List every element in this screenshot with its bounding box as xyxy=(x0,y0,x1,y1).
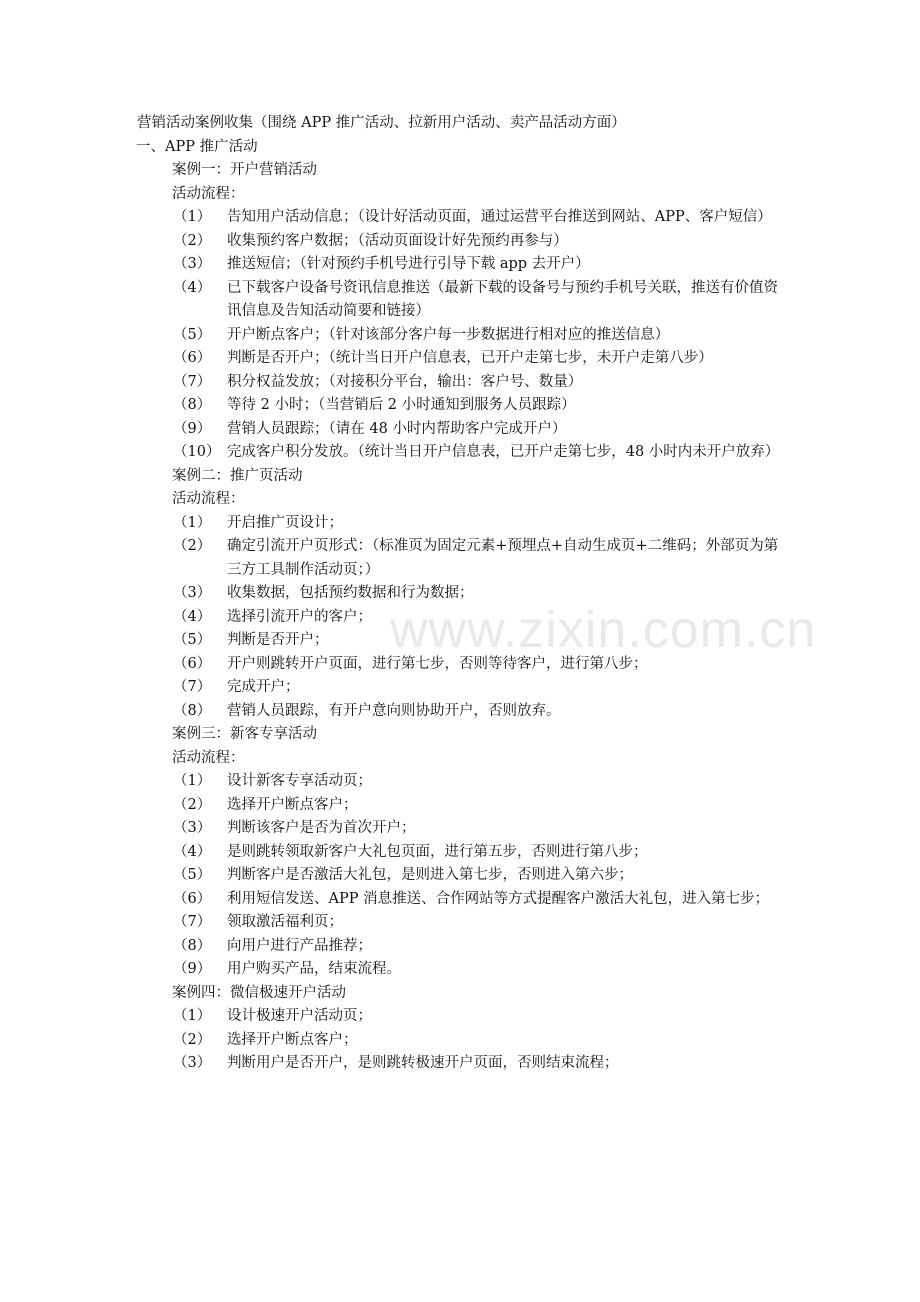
step-number: （4） xyxy=(173,608,212,625)
flow-label: 活动流程： xyxy=(172,491,245,507)
step-item xyxy=(137,1052,787,1076)
case-title: 案例三：新客专享活动 xyxy=(172,726,317,742)
step-item xyxy=(137,935,787,959)
step-text: 收集预约客户数据；（活动页面设计好先预约再参与） xyxy=(227,232,568,249)
step-item xyxy=(137,230,787,254)
step-number: （3） xyxy=(173,820,212,836)
step-item xyxy=(137,653,787,677)
step-item xyxy=(137,911,787,935)
step-item xyxy=(137,418,787,442)
step-text: 选择开户断点客户； xyxy=(227,796,358,813)
step-number: （2） xyxy=(173,1031,212,1048)
step-text: 判断该客户是否为首次开户； xyxy=(227,820,416,836)
step-item xyxy=(137,606,787,630)
case-block xyxy=(137,982,787,1076)
step-item xyxy=(137,324,787,348)
section-heading: 一、APP 推广活动 xyxy=(136,138,258,155)
case-title: 案例二：推广页活动 xyxy=(172,467,303,484)
case-block xyxy=(137,159,787,465)
step-number: （1） xyxy=(173,209,212,225)
step-number: （3） xyxy=(173,256,212,272)
step-text: 推送短信；（针对预约手机号进行引导下载 app 去开户） xyxy=(227,256,590,272)
step-text: 选择开户断点客户； xyxy=(227,1031,358,1048)
step-text: 已下载客户设备号资讯信息推送（最新下载的设备号与预约手机号关联，推送有价值资讯信息及告知活动简要和链接） xyxy=(227,279,778,319)
flow-label: 活动流程： xyxy=(172,185,245,202)
step-number: （2） xyxy=(173,796,212,813)
step-text: 开户断点客户；（针对该部分客户每一步数据进行相对应的推送信息） xyxy=(227,326,670,343)
case-block xyxy=(137,465,787,724)
step-item xyxy=(137,958,787,982)
step-text: 营销人员跟踪，有开户意向则协助开户，否则放弃。 xyxy=(227,702,561,719)
step-item xyxy=(137,841,787,865)
step-item xyxy=(137,253,787,277)
step-number: （6） xyxy=(173,655,212,672)
step-item xyxy=(137,794,787,818)
step-item xyxy=(137,864,787,888)
step-number: （1） xyxy=(173,1008,212,1024)
case-title: 案例四：微信极速开户活动 xyxy=(172,984,346,1001)
document-body xyxy=(137,112,787,1076)
case-block xyxy=(137,723,787,982)
watermark: www.zixin.com.cn xyxy=(390,601,817,659)
step-text: 判断客户是否激活大礼包，是则进入第七步，否则进入第六步； xyxy=(227,867,633,883)
step-number: （7） xyxy=(173,679,212,695)
step-item xyxy=(137,700,787,724)
step-text: 选择引流开户的客户； xyxy=(227,608,372,625)
step-text: 设计极速开户活动页； xyxy=(227,1008,372,1024)
step-text: 开启推广页设计； xyxy=(227,514,343,531)
step-number: （2） xyxy=(173,538,212,554)
step-number: （8） xyxy=(173,937,212,954)
step-text: 收集数据，包括预约数据和行为数据； xyxy=(227,585,474,601)
step-number: （7） xyxy=(173,914,212,930)
flow-label: 活动流程： xyxy=(172,749,245,766)
step-item xyxy=(137,676,787,700)
step-text: 利用短信发送、APP 消息推送、合作网站等方式提醒客户激活大礼包，进入第七步； xyxy=(227,890,770,907)
step-text: 确定引流开户页形式：（标准页为固定元素+预埋点+自动生成页+二维码；外部页为第三方工具制作活动页；） xyxy=(227,538,779,578)
step-text: 完成开户； xyxy=(227,679,300,695)
step-number: （1） xyxy=(173,514,212,531)
step-text: 营销人员跟踪；（请在 48 小时内帮助客户完成开户） xyxy=(227,420,567,437)
step-text: 完成客户积分发放。（统计当日开户信息表，已开户走第七步，48 小时内未开户放弃） xyxy=(227,444,780,460)
step-number: （5） xyxy=(173,326,212,343)
step-number: （3） xyxy=(173,1055,212,1071)
step-number: （5） xyxy=(173,632,212,648)
step-text: 积分权益发放；（对接积分平台，输出：客户号、数量） xyxy=(227,373,583,390)
step-number: （4） xyxy=(173,279,212,296)
step-item xyxy=(137,371,787,395)
step-item xyxy=(137,582,787,606)
step-number: （2） xyxy=(173,232,212,249)
step-text: 判断是否开户；（统计当日开户信息表，已开户走第七步，未开户走第八步） xyxy=(227,350,713,366)
step-item xyxy=(137,347,787,371)
case-list xyxy=(137,159,787,1076)
step-text: 判断用户是否开户，是则跳转极速开户页面，否则结束流程； xyxy=(227,1055,619,1071)
step-text: 用户购买产品，结束流程。 xyxy=(227,961,401,977)
step-number: （3） xyxy=(173,585,212,601)
step-item xyxy=(137,512,787,536)
step-text: 判断是否开户； xyxy=(227,632,329,648)
document-title: 营销活动案例收集（围绕 APP 推广活动、拉新用户活动、卖产品活动方面） xyxy=(137,115,626,131)
step-item xyxy=(137,629,787,653)
step-text: 领取激活福利页； xyxy=(227,914,343,930)
step-item xyxy=(137,1005,787,1029)
step-item xyxy=(137,277,787,324)
step-item xyxy=(137,1029,787,1053)
step-number: （7） xyxy=(173,373,212,390)
step-number: （4） xyxy=(173,843,212,860)
step-text: 等待 2 小时；（当营销后 2 小时通知到服务人员跟踪） xyxy=(227,397,576,413)
step-number: （9） xyxy=(173,961,212,977)
case-title: 案例一：开户营销活动 xyxy=(172,162,317,178)
step-item xyxy=(137,441,787,465)
step-item xyxy=(137,888,787,912)
step-text: 告知用户活动信息；（设计好活动页面，通过运营平台推送到网站、APP、客户短信） xyxy=(227,209,772,225)
step-item xyxy=(137,770,787,794)
step-number: （1） xyxy=(173,773,212,789)
step-number: （5） xyxy=(173,867,212,883)
step-text: 是则跳转领取新客户大礼包页面，进行第五步，否则进行第八步； xyxy=(227,843,648,860)
step-text: 设计新客专享活动页； xyxy=(227,773,372,789)
step-number: （6） xyxy=(173,890,212,907)
step-number: （6） xyxy=(173,350,212,366)
step-item xyxy=(137,535,787,582)
step-number: （10） xyxy=(173,444,221,460)
step-number: （8） xyxy=(173,702,212,719)
step-text: 向用户进行产品推荐； xyxy=(227,937,372,954)
step-item xyxy=(137,394,787,418)
step-text: 开户则跳转开户页面，进行第七步，否则等待客户，进行第八步； xyxy=(227,655,648,672)
step-number: （8） xyxy=(173,397,212,413)
step-item xyxy=(137,817,787,841)
step-number: （9） xyxy=(173,420,212,437)
step-item xyxy=(137,206,787,230)
